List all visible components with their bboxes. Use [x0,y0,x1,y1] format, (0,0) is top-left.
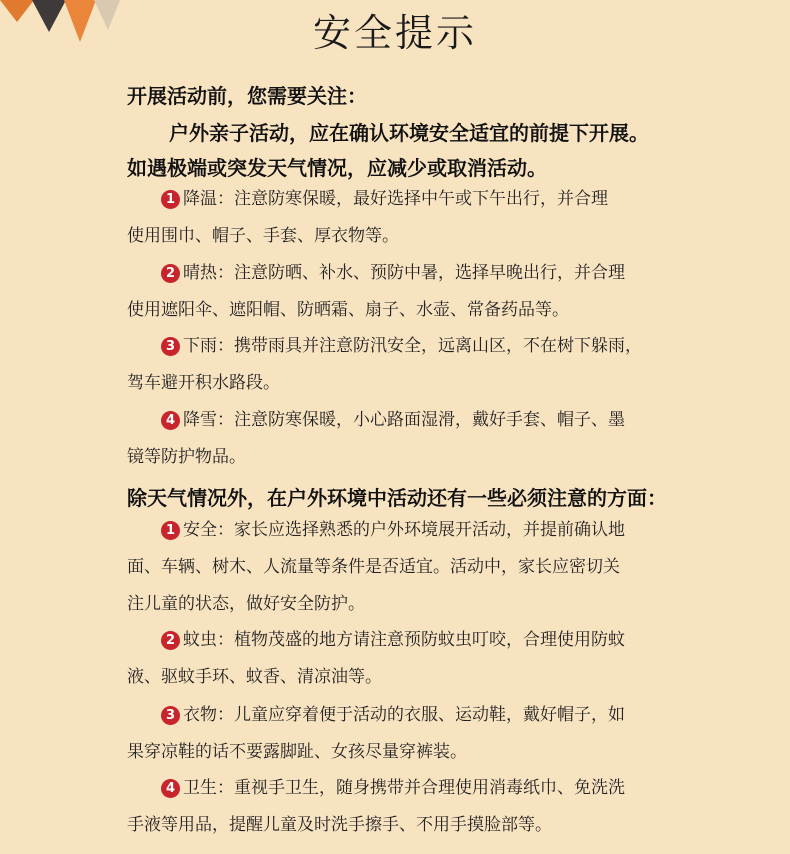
item-text-cont: 使用遮阳伞、遮阳帽、防晒霜、扇子、水壶、常备药品等。 [127,300,569,320]
item-text: 衣物：儿童应穿着便于活动的衣服、运动鞋，戴好帽子，如 [183,705,625,725]
item-text: 安全：家长应选择熟悉的户外环境展开活动，并提前确认地 [183,520,625,540]
number-badge-4: 4 [161,779,180,798]
outdoor-item-2 [127,622,667,696]
item-text: 降温：注意防寒保暖，最好选择中午或下午出行，并合理 [183,189,608,209]
item-text-cont: 驾车避开积水路段。 [127,373,280,393]
outdoor-item-4 [127,770,667,844]
weather-item-1 [127,181,667,255]
number-badge-3: 3 [161,337,180,356]
number-badge-2: 2 [161,264,180,283]
page-title: 安全提示 [312,11,477,55]
weather-item-3 [127,328,667,402]
item-text-cont: 面、车辆、树木、人流量等条件是否适宜。活动中，家长应密切关 [127,557,620,577]
outdoor-heading: 除天气情况外，在户外环境中活动还有一些必须注意的方面： [127,486,667,510]
outdoor-item-3 [127,697,667,771]
item-text-cont: 镜等防护物品。 [127,447,246,467]
item-text-cont: 注儿童的状态，做好安全防护。 [127,594,365,614]
item-text: 蚊虫：植物茂盛的地方请注意预防蚊虫叮咬，合理使用防蚊 [183,630,625,650]
weather-item-2 [127,255,667,329]
number-badge-2: 2 [161,631,180,650]
item-text-cont: 液、驱蚊手环、蚊香、清凉油等。 [127,667,382,687]
intro-heading: 开展活动前，您需要关注： [127,84,367,108]
intro-line-2: 如遇极端或突发天气情况，应减少或取消活动。 [127,156,547,180]
number-badge-4: 4 [161,411,180,430]
item-text-cont: 果穿凉鞋的话不要露脚趾、女孩尽量穿裤装。 [127,742,467,762]
item-text: 卫生：重视手卫生，随身携带并合理使用消毒纸巾、免洗洗 [183,778,625,798]
item-text: 晴热：注意防晒、补水、预防中暑，选择早晚出行，并合理 [183,263,625,283]
item-text: 下雨：携带雨具并注意防汛安全，远离山区，不在树下躲雨， [183,336,642,356]
weather-item-4 [127,402,667,476]
item-text-cont: 使用围巾、帽子、手套、厚衣物等。 [127,226,399,246]
number-badge-1: 1 [161,190,180,209]
number-badge-1: 1 [161,521,180,540]
item-text: 降雪：注意防寒保暖，小心路面湿滑，戴好手套、帽子、墨 [183,410,625,430]
outdoor-item-1 [127,512,667,623]
intro-line-1: 户外亲子活动，应在确认环境安全适宜的前提下开展。 [169,121,649,145]
item-text-cont: 手液等用品，提醒儿童及时洗手擦手、不用手摸脸部等。 [127,815,552,835]
number-badge-3: 3 [161,706,180,725]
